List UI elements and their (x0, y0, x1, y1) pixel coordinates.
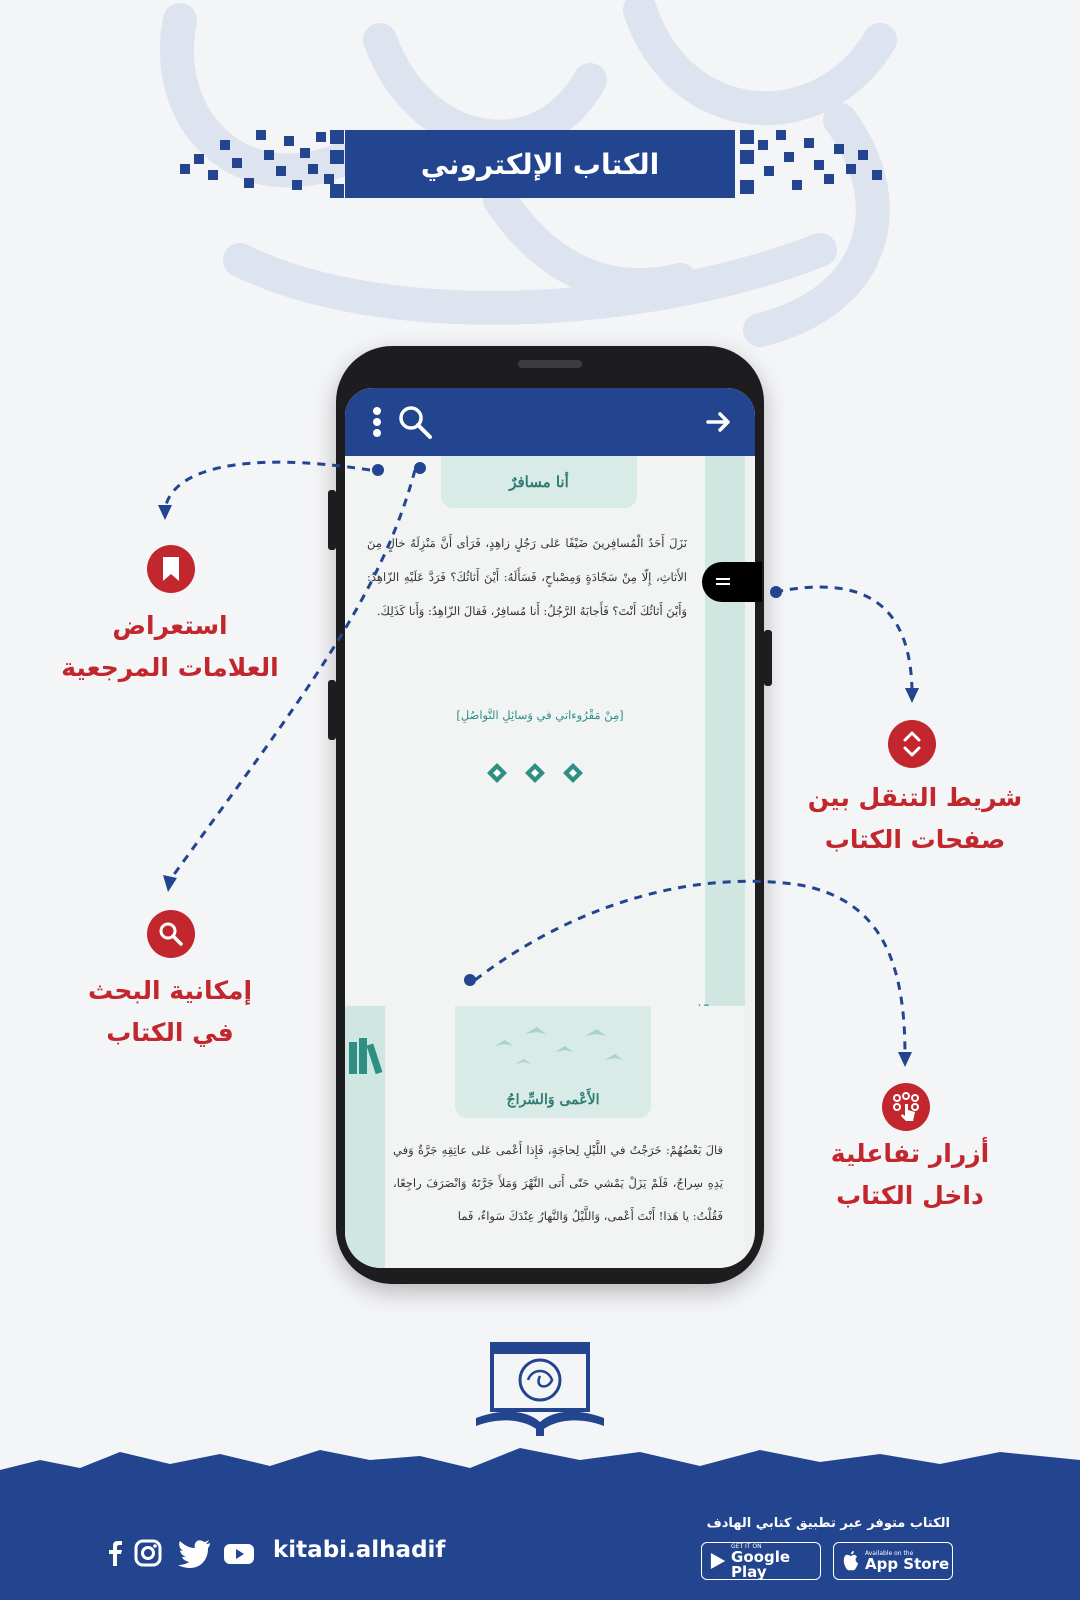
interactive-touch-icon (891, 1092, 921, 1122)
google-play-small-label: GET IT ON (731, 1542, 762, 1550)
instagram-icon[interactable] (133, 1538, 163, 1568)
search-icon (158, 921, 184, 947)
interactive-feature-icon (882, 1083, 930, 1131)
app-store-small-label: Available on the (865, 1550, 914, 1557)
chapter-title-1: أنا مسافرٌ (441, 456, 637, 508)
book-page-1 (345, 456, 745, 1016)
title-pixel-decoration-left (180, 130, 345, 198)
annotation-search-line1: إمكانية البحث (87, 976, 253, 1005)
page-edge (705, 456, 745, 1016)
google-play-label: Google Play (731, 1547, 791, 1581)
diamond-divider-icon (485, 761, 585, 785)
quote-source: [مِنْ مَقْرُوءاتي في وَسائِلِ التَّواصُلِ] (456, 708, 624, 722)
book-page-2 (345, 1006, 745, 1268)
phone-power-button (764, 630, 772, 686)
twitter-icon[interactable] (176, 1538, 212, 1568)
footer-availability-text: الكتاب متوفر عبر تطبيق كتابي الهادف (706, 1516, 950, 1531)
search-icon[interactable] (397, 404, 433, 440)
app-toolbar (345, 388, 755, 456)
youtube-icon[interactable] (222, 1538, 256, 1568)
arrow-right-icon[interactable] (705, 408, 733, 436)
scroll-feature-icon (888, 720, 936, 768)
bookmark-icon (159, 555, 183, 583)
apple-icon (842, 1550, 860, 1572)
birds-illustration (475, 1016, 635, 1076)
google-play-icon (710, 1551, 726, 1571)
scroll-icon (900, 729, 924, 759)
chapter-title-2: الأَعْمى وَالسِّراجُ (506, 1092, 600, 1108)
chapter-header-2 (455, 1006, 651, 1118)
search-feature-icon (147, 910, 195, 958)
phone-speaker (518, 360, 582, 368)
phone-side-button (328, 680, 336, 740)
annotation-bookmarks (40, 605, 300, 689)
annotation-interactive-line2: داخل الكتاب (836, 1181, 984, 1210)
book-paragraph-1: نَزَلَ أَحَدُ الْمُسافِرينَ ضَيْفًا عَلى رَجُلٍ زاهِدٍ، فَرَأى أَنَّ مَنْزِلَهُ خالٍ مِنَ الأَثاثِ، إِلّا مِنْ سَجّادَةٍ وَمِصْباحٍ، فَسَأَلَهُ: أَيْنَ أَثاثُكَ؟ فَرَدَّ عَلَيْهِ الزّاهِدُ: وَأَيْنَ أَثاثُكَ أَنْتَ؟ فَأَجابَهُ الرَّجُلُ: أَنا مُسافِرٌ، فَقالَ الزّاهِدُ: وَأَنا كَذَلِكَ. (367, 536, 687, 618)
annotation-search-line2: في الكتاب (106, 1018, 234, 1047)
annotation-interactive-line1: أزرار تفاعلية (830, 1139, 990, 1168)
app-store-label: App Store (865, 1555, 950, 1573)
title-pixel-decoration-right (740, 130, 890, 198)
social-handle[interactable]: kitabi.alhadif (273, 1537, 446, 1563)
annotation-interactive (790, 1133, 1030, 1217)
annotation-navigation-line1: شريط التنقل بين (807, 783, 1023, 812)
google-play-button[interactable] (701, 1542, 821, 1580)
bookmark-feature-icon (147, 545, 195, 593)
annotation-bookmarks-line1: استعراض (112, 611, 228, 640)
phone-volume-button (328, 490, 336, 550)
phone-screen (345, 388, 755, 1268)
page-title: الكتاب الإلكتروني (345, 130, 735, 198)
annotation-navigation (780, 777, 1050, 861)
facebook-icon[interactable] (100, 1538, 130, 1568)
page-scroll-handle[interactable] (702, 562, 762, 602)
menu-icon[interactable] (371, 406, 383, 438)
annotation-search (40, 970, 300, 1054)
kitabi-alhadif-logo (472, 1338, 608, 1438)
annotation-navigation-line2: صفحات الكتاب (824, 825, 1006, 854)
books-icon (347, 1036, 389, 1076)
book-paragraph-2: قالَ بَعْضُهُمْ: خَرَجْتُ في اللَّيْلِ لِحاجَةٍ، فَإِذا أَعْمى عَلى عاتِقِهِ جَرَّةٌ وَفي يَدِهِ سِراجٌ، فَلَمْ يَزَلْ يَمْشي حَتّى أَتى النَّهْرَ وَمَلأَ جَرَّتَهُ وَانْصَرَفَ راجِعًا، فَقُلْتُ: يا هَذا! أَنْتَ أَعْمى، وَاللَّيْلُ وَالنَّهارُ عِنْدَكَ سَواءٌ، فَما (393, 1143, 723, 1223)
annotation-bookmarks-line2: العلامات المرجعية (61, 653, 279, 682)
app-store-button[interactable] (833, 1542, 953, 1580)
